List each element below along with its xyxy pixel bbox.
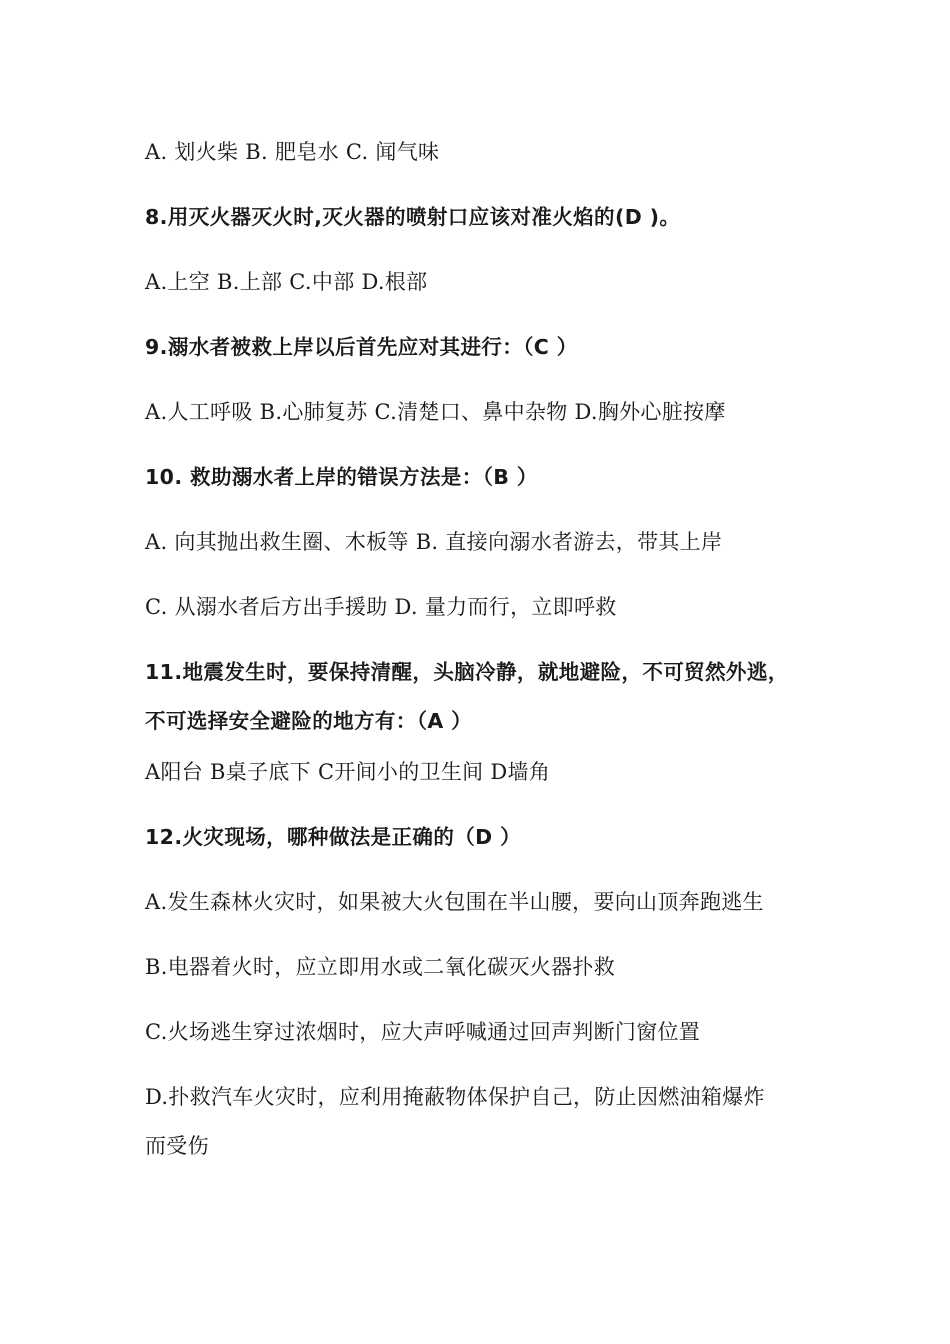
question-12: 12.火灾现场，哪种做法是正确的（D ） (145, 825, 521, 849)
answer-options-q8: A.上空 B.上部 C.中部 D.根部 (145, 270, 428, 294)
answer-option-q12-b: B.电器着火时，应立即用水或二氧化碳灭火器扑救 (145, 955, 616, 979)
answer-options-q7: A. 划火柴 B. 肥皂水 C. 闻气味 (145, 140, 440, 164)
answer-options-q11: A阳台 B桌子底下 C开间小的卫生间 D墙角 (145, 760, 551, 784)
question-9: 9.溺水者被救上岸以后首先应对其进行：（C ） (145, 335, 578, 359)
answer-options-q10-line1: A. 向其抛出救生圈、木板等 B. 直接向溺水者游去，带其上岸 (145, 530, 723, 554)
question-10: 10. 救助溺水者上岸的错误方法是：（B ） (145, 465, 538, 489)
answer-option-q12-d-line1: D.扑救汽车火灾时，应利用掩蔽物体保护自己，防止因燃油箱爆炸 (145, 1085, 765, 1109)
answer-options-q10-line2: C. 从溺水者后方出手援助 D. 量力而行，立即呼救 (145, 595, 617, 619)
answer-option-q12-a: A.发生森林火灾时，如果被大火包围在半山腰，要向山顶奔跑逃生 (145, 890, 764, 914)
question-8: 8.用灭火器灭火时,灭火器的喷射口应该对准火焰的(D )。 (145, 205, 681, 229)
answer-option-q12-d-line2: 而受伤 (145, 1134, 209, 1158)
question-11-line2: 不可选择安全避险的地方有：（A ） (145, 709, 473, 733)
answer-option-q12-c: C.火场逃生穿过浓烟时，应大声呼喊通过回声判断门窗位置 (145, 1020, 701, 1044)
question-11-line1: 11.地震发生时，要保持清醒，头脑冷静，就地避险，不可贸然外逃， (145, 660, 789, 684)
answer-options-q9: A.人工呼吸 B.心肺复苏 C.清楚口、鼻中杂物 D.胸外心脏按摩 (145, 400, 726, 424)
